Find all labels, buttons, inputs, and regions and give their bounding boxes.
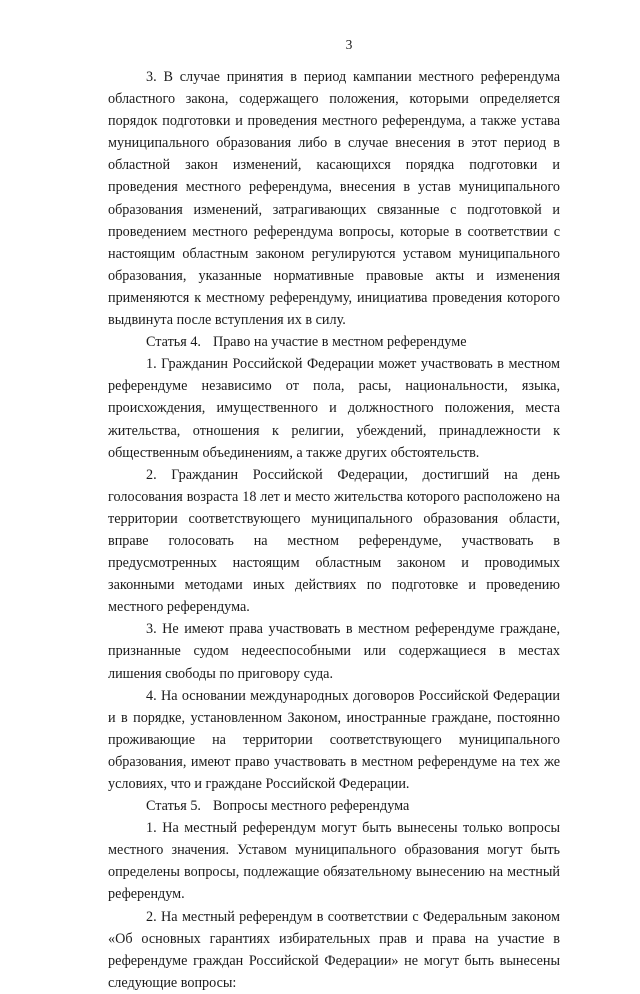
paragraph-art5-item2: 2. На местный референдум в соответствии с Федеральным законом «Об основных гарантиях избирательных прав и права на участие в референдуме граждан Российской Федерации» не могут быть вынесены следующие вопросы:: [108, 908, 560, 991]
paragraph-art4-item2: 2. Гражданин Российской Федерации, достигший на день голосования возраста 18 лет и место жительства которого расположено на территории соответствующего муниципального образования области, вправе голосовать на местном референдуме, участвовать в предусмотренных настоящим областным законом и проводимых законными методами иных действиях по подготовке и проведению местного референдума.: [108, 466, 560, 616]
paragraph-art3-item3: 3. В случае принятия в период кампании местного референдума областного закона, содержащего положения, которыми определяется порядок подготовки и проведения местного референдума, а также устава муниципального образования либо в случае внесения в этот период в областной закон изменений, касающихся порядка подготовки и проведения местного референдума, внесения в устав муниципального образования изменений, затрагивающих связанные с подготовкой и проведением местного референдума вопросы, которые в соответствии с настоящим областным законом регулируются уставом муниципального образования, указанные нормативные правовые акты и изменения применяются к местному референдуму, инициатива проведения которого выдвинута после вступления их в силу.: [108, 69, 560, 329]
article-number: Статья 5.: [146, 798, 201, 815]
article-title: Вопросы местного референдума: [212, 798, 410, 815]
article-title: Право на участие в местном референдуме: [212, 334, 467, 351]
article-4-heading: [108, 331, 560, 353]
paragraph-art4-item1: 1. Гражданин Российской Федерации может участвовать в местном референдуме независимо от пола, расы, национальности, языка, происхождения, имущественного и должностного положения, места жительства, отношения к религии, убеждений, принадлежности к общественным объединениям, а также других обстоятельств.: [108, 356, 560, 461]
paragraph-art4-item3: 3. Не имеют права участвовать в местном референдуме граждане, признанные судом недееспособными или содержащиеся в местах лишения свободы по приговору суда.: [108, 621, 560, 682]
article-5-heading: [108, 795, 560, 817]
article-number: Статья 4.: [146, 334, 201, 351]
paragraph-art5-item1: 1. На местный референдум могут быть вынесены только вопросы местного значения. Уставом муниципального образования могут быть определены вопросы, подлежащие обязательному вынесению на местный референдум.: [108, 820, 560, 903]
page-number: 3: [345, 37, 353, 52]
paragraph-art4-item4: 4. На основании международных договоров Российской Федерации и в порядке, установленном Законом, иностранные граждане, постоянно проживающие на территории соответствующего муниципального образования, имеют право участвовать в местном референдуме на тех же условиях, что и граждане Российской Федерации.: [108, 687, 560, 792]
